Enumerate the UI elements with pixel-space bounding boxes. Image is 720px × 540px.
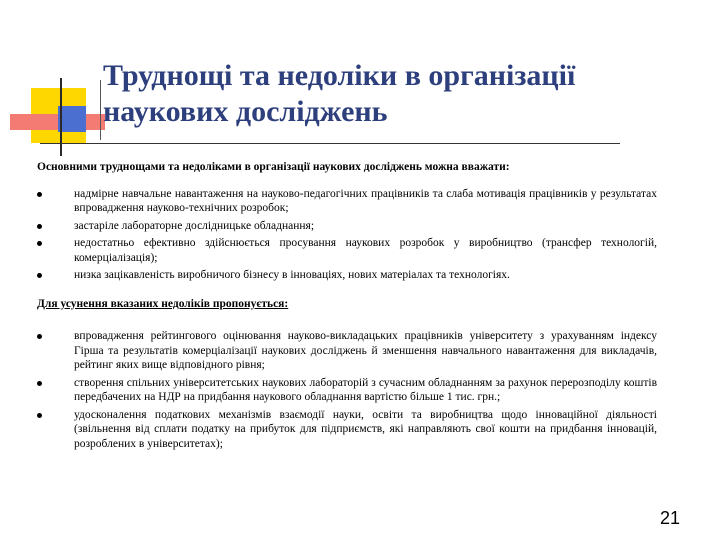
bullet-icon [37,413,42,418]
bullet-icon [37,334,42,339]
bullet-icon [37,381,42,386]
decorative-vertical-line-thin [100,80,101,140]
page-number: 21 [659,508,680,528]
slide-content [37,160,657,465]
section2-intro: Для усунення вказаних недоліків пропонується: [37,297,289,310]
difficulties-list [37,187,657,283]
bullet-icon [37,192,42,197]
bullet-icon [37,224,42,229]
section1-intro: Основними труднощами та недоліками в організації наукових досліджень можна вважати: [37,161,510,173]
list-item: надмірне навчальне навантаження на науково-педагогічних працівників та слаба мотивація працівників у результатах впровадження науково-технічних розробок; [37,187,657,216]
bullet-icon [37,241,42,246]
list-item: низка зацікавленість виробничого бізнесу в інноваціях, нових матеріалах та технологіях. [37,268,657,283]
list-item: створення спільних університетських наукових лабораторій з сучасним обладнанням за рахунок перерозподілу коштів передбачених на НДР на придбання наукового обладнання вартістю більше 1 тис. грн.; [37,376,657,405]
decorative-blue-square [58,106,86,132]
title-underline [40,143,620,144]
slide-title-line-2: наукових досліджень [103,95,388,128]
decorative-vertical-line [60,78,62,156]
list-item: удосконалення податкових механізмів взаємодії науки, освіти та виробництва щодо інноваційної діяльності (звільнення від сплати податку на прибуток для підприємств, які направляють свої кошти на придбання інновацій, розроблених в університетах); [37,408,657,452]
list-item: впровадження рейтингового оцінювання науково-викладацьких працівників університету з урахуванням індексу Гірша та результатів комерціалізації наукових досліджень й зменшення навчального навантаження для викладачів, рейтинг яких вище відповідного рівня; [37,329,657,373]
slide-title [103,58,663,130]
proposals-list [37,329,657,451]
slide-title-line-1: Труднощі та недоліки в організації [103,59,576,92]
bullet-icon [37,273,42,278]
list-item: недостатньо ефективно здійснюється просування наукових розробок у виробництво (трансфер технологій, комерціалізація); [37,236,657,265]
list-item: застаріле лабораторне дослідницьке обладнання; [37,219,657,234]
